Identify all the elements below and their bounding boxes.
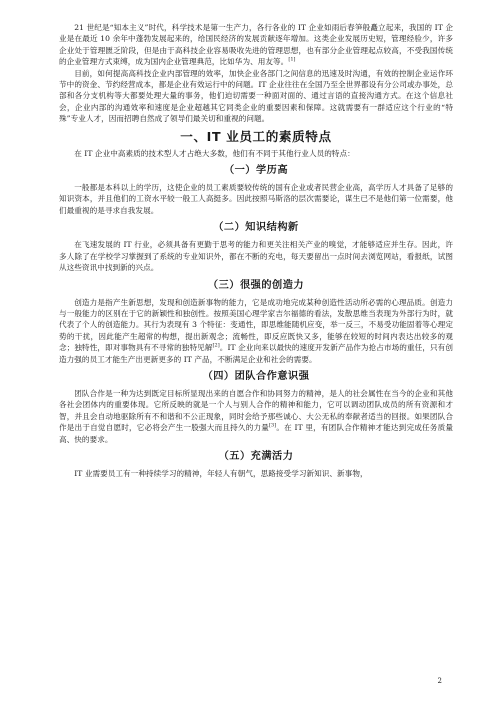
section-intro-paragraph bbox=[59, 148, 453, 159]
page-number: 2 bbox=[437, 677, 442, 685]
document-body bbox=[59, 22, 453, 479]
citation-3: [3] bbox=[269, 422, 277, 429]
teamwork-paragraph bbox=[59, 388, 453, 445]
creativity-paragraph-text-b: 。IT 企业向来以最快的速度开发新产品作为抢占市场的重任，只有创造力强的员工才能生产出更新更多的 IT 产品，不断满足企业和社会的需要。 bbox=[59, 343, 453, 364]
sub-heading-teamwork: （四）团队合作意识强 bbox=[202, 370, 310, 382]
teamwork-paragraph-text-a: 团队合作是一种为达到既定目标所显现出来的自愿合作和协同努力的精神，是人的社会属性在当今的企业和其他各社会团体内的重要体现。它所反映的就是一个人与别人合作的精神和能力，它可以调动团队成员的所有资源和才智，并且会自动地驱除所有不和谐和不公正现象，同时会给予那些诚心、大公无私的奉献者适当的回报。如果团队合作是出于自觉自愿时，它必将会产生一股强大而且持久的力量 bbox=[59, 388, 453, 433]
citation-1: [1] bbox=[288, 56, 296, 63]
sub-heading-education: （一）学历高 bbox=[223, 165, 289, 177]
section-intro-text: 在 IT 企业中高素质的技术型人才占绝大多数，他们有不同于其他行业人员的特点： bbox=[74, 148, 355, 158]
intro-paragraph-1 bbox=[59, 22, 453, 68]
sub-heading-vitality: （五）充满活力 bbox=[218, 450, 294, 462]
knowledge-paragraph-text: 在飞速发展的 IT 行业，必须具备有更勤于思考的能力和更关注相关产业的嗅觉，才能够适应并生存。因此，许多人除了在学校学习掌握到了系统的专业知识外，都在不断的充电，每天要留出一点时间去浏览网站，看报纸，试图从这些资讯中找到新的兴点。 bbox=[59, 240, 453, 273]
education-paragraph bbox=[59, 182, 453, 216]
creativity-paragraph bbox=[59, 297, 453, 365]
teamwork-paragraph-text-b: 。在 IT 里，有团队合作精神才能达到完成任务质量高、快的要求。 bbox=[59, 423, 453, 444]
intro-paragraph-2 bbox=[59, 68, 453, 125]
intro-paragraph-1-text: 21 世纪是“知本主义”时代，科学技术是第一生产力，各行各业的 IT 企业如雨后春笋般矗立起来，我国的 IT 企业是在最近 10 余年中蓬勃发展起来的，给国民经济的发展贡献逐年增加。这类企业发展历史短，管理经验少，许多企业处于管理匮乏阶段，但是由于高科技企业容易吸收先进的管理思想，也有部分企业管理起点较高，不受我国传统的企业管理方式束缚，成为国内企业管理典范，比如华为、用友等。 bbox=[59, 23, 453, 67]
knowledge-paragraph bbox=[59, 239, 453, 273]
citation-2: [2] bbox=[212, 342, 220, 349]
creativity-paragraph-text-a: 创造力是指产生新思想，发现和创造新事物的能力，它是成功地完成某种创造性活动所必需的心理品质。创造力与一般能力的区别在于它的新颖性和独创性。按照美国心理学家吉尔福德的看法，发散思维当表现为外部行为时，就代表了个人的创造能力。其行为表现有 3 个特征：变通性，即思维能随机应变，举一反三，不易受功能固着等心理定势的干扰，因此能产生超常的构想，提出新观念；流畅性，即反应既快又多，能够在较短的时间内表达出较多的观念；独特性，即对事物具有不寻常的独特见解 bbox=[59, 297, 453, 353]
section-heading-1: 一、IT 业员工的素质特点 bbox=[180, 128, 332, 144]
sub-heading-creativity: （三）很强的创造力 bbox=[207, 279, 305, 291]
sub-heading-knowledge: （二）知识结构新 bbox=[213, 222, 299, 234]
intro-paragraph-2-text: 目前，如何提高高科技企业内部管理的效率，加快企业各部门之间信息的迅速及时沟通，有效的控制企业运作环节中的资金、节约经营成本，都是企业有效运行中的问题。IT 企业往往在全国乃至全世界都设有分公司或办事处，总部和各分支机构等大都要处理大量的事务，他们迫切需要一种面对面的、通过言语的直接沟通方式。在这个信息社会，企业内部的沟通效率和速度是企业超越其它同类企业的重要因素和保障。这就需要有一群适应这个行业的“特殊”专业人才，因而招聘自然成了领导们最关切和重视的问题。 bbox=[59, 68, 453, 124]
education-paragraph-text: 一般都是本科以上的学历，这使企业的员工素质要较传统的国有企业或者民营企业高，高学历人才具备了足够的知识资本，并且他们的工资水平较一般工人高挺多。因此按照马斯洛的层次需要论，谋生已不是他们第一位需要，他们最重视的是寻求自我发展。 bbox=[59, 183, 453, 215]
vitality-paragraph-text: IT 业需要员工有一种持续学习的精神，年轻人有朝气，思路接受学习新知识、新事物， bbox=[74, 468, 368, 478]
vitality-paragraph bbox=[59, 468, 453, 479]
